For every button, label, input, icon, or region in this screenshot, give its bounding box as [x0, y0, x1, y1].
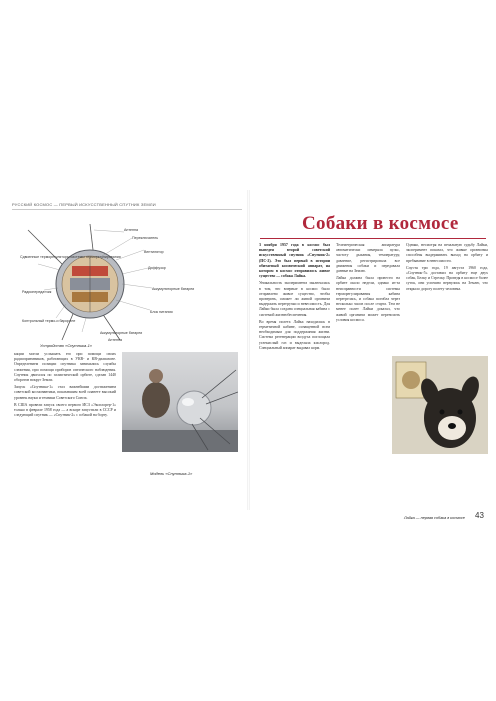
laika-illustration	[392, 356, 488, 454]
label-fan: Вентилятор	[144, 250, 164, 254]
sputnik-model-photo	[122, 352, 238, 452]
paragraph: Однако, несмотря на печальную судьбу Лайки, эксперимент показал, что живые организмы способны выдерживать выход на орбиту и пребывание в невесомости.	[406, 243, 488, 263]
label-antenna-top: Антенна	[124, 228, 138, 232]
paragraph: Телеметрическая аппаратура автоматически измеряла пульс, частоту дыхания, температуру, давление, регистрировала все движения собаки и передавала данные на Землю.	[336, 243, 400, 274]
label-battery-top: Аккумуляторные батареи	[152, 287, 195, 291]
label-control: Контрольный термо-и барореле	[22, 319, 76, 323]
label-vent-block: Блок питания	[150, 310, 173, 314]
running-head: РУССКИЙ КОСМОС — ПЕРВЫЙ ИСКУССТВЕННЫЙ СПУТНИК ЗЕМЛИ	[12, 202, 156, 207]
mid-column-1	[259, 243, 330, 493]
paragraph: Спустя три года, 19 августа 1960 года, «Спутник-5» доставил на орбиту еще двух собак, Белку и Стрелку. Проведя в космосе более суток, они успешно вернулись на Землю, что открыло дорогу полету человека.	[406, 265, 488, 291]
label-thermal: Сдвоенные терморегуляторы системы терморегулирования	[20, 255, 121, 259]
mid-column-2	[336, 243, 400, 493]
title-rule	[260, 238, 486, 239]
laika-photo	[392, 356, 488, 454]
label-battery-bottom: Аккумуляторные батареи	[100, 331, 143, 335]
paragraph: Во время полета Лайка находилась в герметичной кабине, оснащенной всем необходимым для поддержания жизни. Система регенерации воздуха поглощала углекислый газ и выделяла кислород. Специальный аппарат выдавал корм.	[259, 319, 330, 350]
chapter-title: Собаки в космосе	[302, 213, 459, 234]
diagram-caption: Устройство «Спутника-1»	[40, 343, 93, 348]
model-caption: Модель «Спутника-1»	[150, 471, 193, 476]
paragraph: Запуск «Спутника-1» стал важнейшим достижением советской космонавтики, показавшим всей планете высокий уровень науки и техники Советского Союза.	[14, 385, 116, 400]
left-body-column	[14, 352, 116, 500]
page-gutter	[247, 190, 250, 510]
label-switch: Переключатель	[132, 236, 159, 240]
label-diffuser: Диффузор	[148, 266, 166, 270]
laika-caption: Лайка — первая собака в космосе	[404, 516, 465, 520]
person-figure	[142, 382, 170, 418]
page-number: 43	[475, 511, 484, 520]
paragraph: кации могли услышать его при помощи своих радиоприемников, работающих в УКВ- и КВ-диапазоне. Определением позиции спутника занимались службы слежения, при помощи приборов оптического наблюдения. Спутник двигался по эллиптической орбите, сделав 1440 оборотов вокруг Земли.	[14, 352, 116, 383]
sputnik-model-illustration	[122, 352, 238, 452]
right-column	[406, 243, 488, 353]
model-sphere	[177, 391, 211, 425]
paragraph: Уникальность эксперимента заключалась в том, что впервые в космос было отправлено живое существо, чтобы проверить, сможет ли живой организм выдержать перегрузки и невесомость. Для Лайки была создана специальная кабина с системой жизнеобеспечения.	[259, 281, 330, 317]
paragraph: В США провели запуск своего первого ИСЗ «Эксплорер-1» только в феврале 1958 года — а вскоре запустили в СССР и следующий спутник — «Спутник-2» с собакой на борту.	[14, 402, 116, 418]
paragraph: Лайка должна была провести на орбите около недели, однако из-за неисправности системы терморегулирования кабина перегрелась, и собака погибла через несколько часов после старта. Тем не менее полет Лайки доказал, что живой организм может переносить условия космоса.	[336, 276, 400, 322]
label-antenna-bottom: Антенна	[108, 338, 122, 342]
label-radio: Радиопередатчик	[22, 290, 52, 294]
lead-paragraph: 3 ноября 1957 года в космос был выведен второй советский искусственный спутник «Спутник-2» (ПС-2). Это был первый в истории обитаемый космический аппарат, на котором в космос отправилось живое существо — собака Лайка.	[259, 243, 330, 279]
header-rule	[12, 209, 242, 210]
sputnik-cross-section-drawing	[20, 222, 220, 342]
sputnik-diagram	[20, 222, 220, 342]
